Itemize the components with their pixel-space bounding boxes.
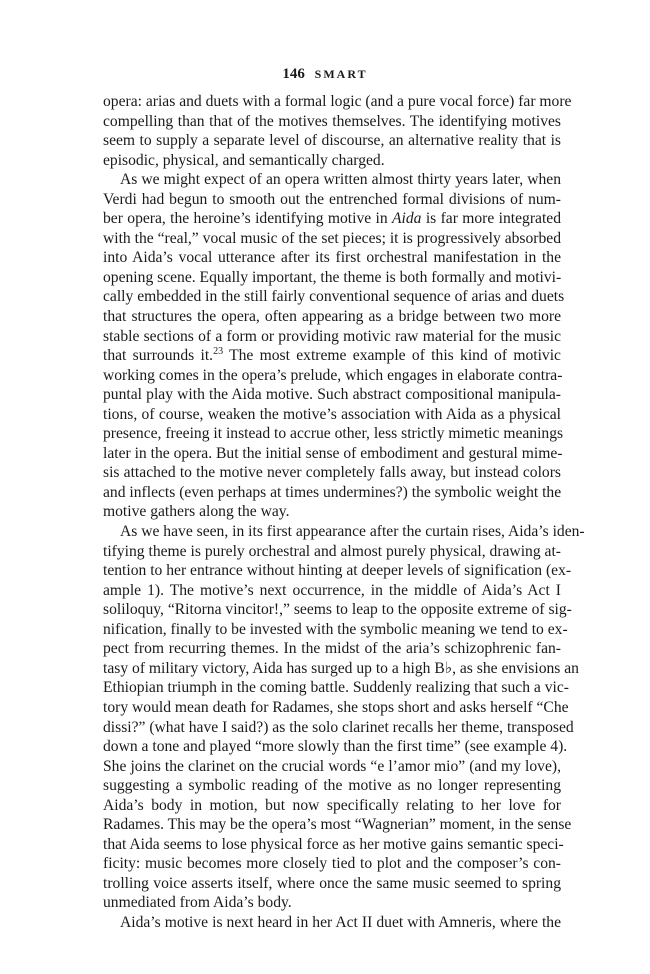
text-line <box>103 346 561 366</box>
text-line <box>103 698 569 718</box>
text-line <box>103 307 561 327</box>
text-segment: compelling than that of the motives themselves. The identifying motives <box>103 112 561 130</box>
text-line <box>103 639 561 659</box>
text-line <box>103 659 579 679</box>
text-line <box>103 92 572 112</box>
running-head-author: SMART <box>314 67 368 81</box>
text-segment: working comes in the opera’s prelude, which engages in elaborate contra- <box>103 366 563 384</box>
text-line <box>103 151 561 171</box>
body-text <box>103 92 585 933</box>
text-line <box>103 522 585 542</box>
text-segment: stable sections of a form or providing motivic raw material for the music <box>103 327 561 345</box>
text-segment: suggesting a symbolic reading of the motive as no longer representing <box>103 777 561 795</box>
text-segment: Radames. This may be the opera’s most “Wagnerian” moment, in the sense <box>103 816 572 834</box>
text-line <box>103 874 561 894</box>
running-header <box>0 64 650 84</box>
text-segment: that structures the opera, often appearing as a bridge between two more <box>103 308 561 326</box>
text-line <box>103 581 561 601</box>
text-segment: puntal play with the Aida motive. Such abstract compositional manipula- <box>103 386 561 404</box>
text-segment: nification, finally to be invested with the symbolic meaning we tend to ex- <box>103 620 568 638</box>
text-segment: soliloquy, “Ritorna vincitor!,” seems to leap to the opposite extreme of sig- <box>103 601 572 619</box>
text-line <box>103 600 572 620</box>
text-segment: with the “real,” vocal music of the set pieces; it is progressively absorbed <box>103 229 561 247</box>
text-line <box>103 209 561 229</box>
text-line <box>103 463 561 483</box>
text-line <box>103 483 561 503</box>
text-line <box>103 620 568 640</box>
text-segment: As we might expect of an opera written almost thirty years later, when <box>120 171 561 189</box>
text-segment: tention to her entrance without hinting at deeper levels of signification (ex- <box>103 562 572 580</box>
text-segment: tions, of course, weaken the motive’s association with Aida as a physical <box>103 405 561 423</box>
text-line <box>103 718 574 738</box>
text-segment: trolling voice asserts itself, where once the same music seemed to spring <box>103 874 561 892</box>
text-line <box>103 815 572 835</box>
text-segment: seem to supply a separate level of discourse, an alternative reality that is <box>103 132 561 150</box>
text-segment: Ethiopian triumph in the coming battle. Suddenly realizing that such a vic- <box>103 679 569 697</box>
text-line <box>103 542 561 562</box>
text-line <box>103 913 561 933</box>
text-line <box>103 385 561 405</box>
text-segment: Aida’s motive is next heard in her Act II duet with Amneris, where the <box>120 913 561 931</box>
text-segment: later in the opera. But the initial sense of embodiment and gestural mime- <box>103 444 563 462</box>
text-segment: and inflects (even perhaps at times undermines?) the symbolic weight the <box>103 483 562 501</box>
text-segment: Aida’s body in motion, but now specifically relating to her love for <box>103 796 561 814</box>
text-segment: unmediated from Aida’s body. <box>103 894 292 912</box>
text-segment: motive gathers along the way. <box>103 503 290 521</box>
text-segment: that Aida seems to lose physical force as her motive gains semantic speci- <box>103 835 564 853</box>
text-line <box>103 190 561 210</box>
text-segment: tifying theme is purely orchestral and almost purely physical, drawing at- <box>103 542 561 560</box>
text-segment: As we have seen, in its first appearance after the curtain rises, Aida’s iden- <box>120 523 585 541</box>
text-line <box>103 170 561 190</box>
text-line <box>103 561 572 581</box>
text-segment: episodic, physical, and semantically charged. <box>103 151 385 169</box>
text-line <box>103 893 561 913</box>
text-line <box>103 112 561 132</box>
text-line <box>103 678 569 698</box>
text-line <box>103 737 568 757</box>
footnote-marker: 23 <box>213 346 224 358</box>
text-line <box>103 776 561 796</box>
text-segment: ber opera, the heroine’s identifying motive in <box>103 210 393 228</box>
text-segment: sis attached to the motive never completely falls away, but instead colors <box>103 464 561 482</box>
text-line <box>103 444 561 464</box>
text-segment: She joins the clarinet on the crucial words “e l’amor mio” (and my love), <box>103 757 561 775</box>
text-segment: The most extreme example of this kind of motivic <box>223 347 561 365</box>
text-segment: cally embedded in the still fairly conventional sequence of arias and duets <box>103 288 565 306</box>
text-segment: presence, freeing it instead to accrue other, less strictly mimetic meanings <box>103 425 564 443</box>
italic-title: Aida <box>392 210 422 228</box>
text-segment: down a tone and played “more slowly than the first time” (see example 4). <box>103 738 568 756</box>
text-segment: is far more integrated <box>421 210 561 228</box>
text-segment: ficity: music becomes more closely tied to plot and the composer’s con- <box>103 855 561 873</box>
text-segment: tory would mean death for Radames, she stops short and asks herself “Che <box>103 698 569 716</box>
text-line <box>103 131 561 151</box>
text-segment: opening scene. Equally important, the theme is both formally and motivi- <box>103 268 562 286</box>
text-line <box>103 405 561 425</box>
text-segment: pect from recurring themes. In the midst of the aria’s schizophrenic fan- <box>103 640 561 658</box>
text-segment: into Aida’s vocal utterance after its first orchestral manifestation in the <box>103 249 561 267</box>
text-line <box>103 366 561 386</box>
text-line <box>103 268 561 288</box>
text-line <box>103 248 561 268</box>
text-line <box>103 835 564 855</box>
text-segment: tasy of military victory, Aida has surged up to a high B♭, as she envisions an <box>103 659 579 677</box>
text-line <box>103 287 565 307</box>
text-line <box>103 327 561 347</box>
text-line <box>103 757 561 777</box>
text-segment: that surrounds it. <box>103 347 214 365</box>
text-segment: ample 1). The motive’s next occurrence, in the middle of Aida’s Act I <box>103 581 561 599</box>
text-segment: dissi?” (what have I said?) as the solo clarinet recalls her theme, transposed <box>103 718 574 736</box>
text-segment: opera: arias and duets with a formal logic (and a pure vocal force) far more <box>103 93 572 110</box>
text-line <box>103 854 561 874</box>
text-line <box>103 502 561 522</box>
text-line <box>103 424 564 444</box>
page-number: 146 <box>282 66 305 82</box>
text-line <box>103 229 561 249</box>
text-segment: Verdi had begun to smooth out the entrenched formal divisions of num- <box>103 190 561 208</box>
text-line <box>103 796 561 816</box>
